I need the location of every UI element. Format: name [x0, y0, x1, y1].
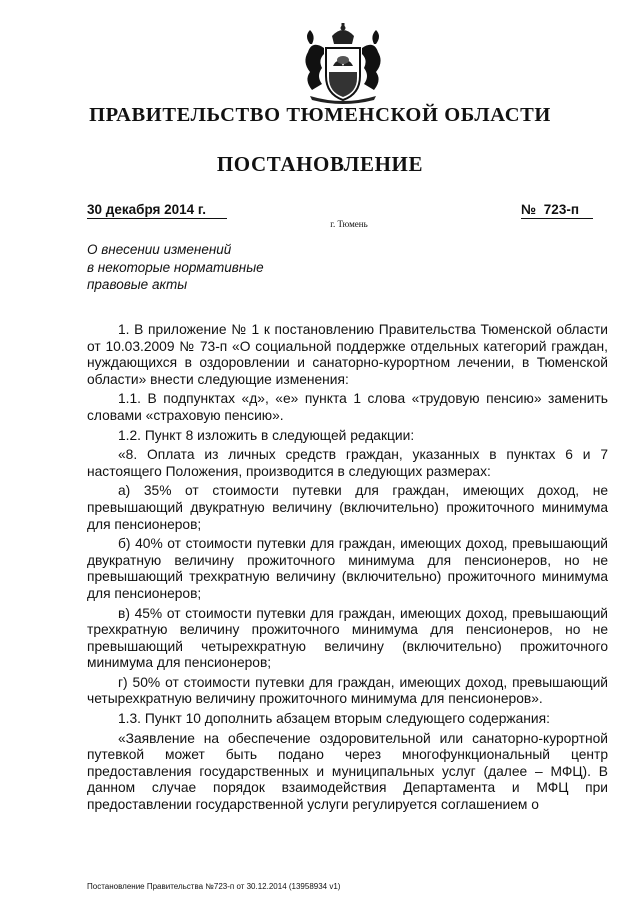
paragraph: «8. Оплата из личных средств граждан, указанных в пунктах 6 и 7 настоящего Положения, производится в следующих размерах:: [87, 447, 608, 479]
paragraph: в) 45% от стоимости путевки для граждан, имеющих доход, превышающий трехкратную величину прожиточного минимума для пенсионеров, но не превышающий четырехкратную величину (включительно) прожиточного минимума для пенсионеров;: [87, 605, 608, 671]
subject-line: правовые акты: [87, 277, 188, 292]
paragraph: 1.2. Пункт 8 изложить в следующей редакции:: [118, 427, 415, 443]
subject-block: [87, 241, 307, 294]
decree-date: 30 декабря 2014 г.: [87, 202, 227, 219]
paragraph: 1.1. В подпунктах «д», «е» пункта 1 слова «трудовую пенсию» заменить словами «страховую пенсию».: [87, 391, 608, 423]
paragraph: б) 40% от стоимости путевки для граждан, имеющих доход, превышающий двукратную величину прожиточного минимума для пенсионеров, но не превышающий трехкратную величину (включительно) прожиточного минимума для пенсионеров;: [87, 536, 608, 601]
paragraph: г) 50% от стоимости путевки для граждан, имеющих доход, превышающий четырехкратную величину прожиточного минимума для пенсионеров».: [87, 674, 608, 707]
decree-number: № 723-п: [521, 202, 593, 219]
paragraph: а) 35% от стоимости путевки для граждан, имеющих доход, не превышающий двукратную величину (включительно) прожиточного минимума для пенсионеров;: [87, 483, 608, 532]
footer-reference: Постановление Правительства №723-п от 30.12.2014 (13958934 v1): [87, 882, 341, 891]
paragraph: 1.3. Пункт 10 дополнить абзацем вторым следующего содержания:: [118, 711, 550, 727]
document-type: ПОСТАНОВЛЕНИЕ: [216, 152, 424, 176]
coat-of-arms-icon: [288, 22, 398, 106]
subject-line: О внесении изменений: [87, 242, 232, 257]
subject-line: в некоторые нормативные: [87, 259, 264, 275]
government-title: ПРАВИТЕЛЬСТВО ТЮМЕНСКОЙ ОБЛАСТИ: [89, 104, 551, 126]
paragraph: 1. В приложение № 1 к постановлению Правительства Тюменской области от 10.03.2009 № 73-п «О социальной поддержке отдельных категорий граждан, нуждающихся в оздоровлении и санаторно-курортном лечении, в Тюменской области» внести следующие изменения:: [87, 322, 608, 387]
city: г. Тюмень: [330, 219, 368, 229]
paragraph: «Заявление на обеспечение оздоровительной или санаторно-курортной путевкой может быть подано через многофункциональный центр предоставления государственных и муниципальных услуг (далее – МФЦ). В данном случае порядок взаимодействия Департамента и МФЦ при предоставлении государственной услуги регулируется соглашением о: [87, 730, 608, 813]
decree-body: [87, 322, 608, 817]
